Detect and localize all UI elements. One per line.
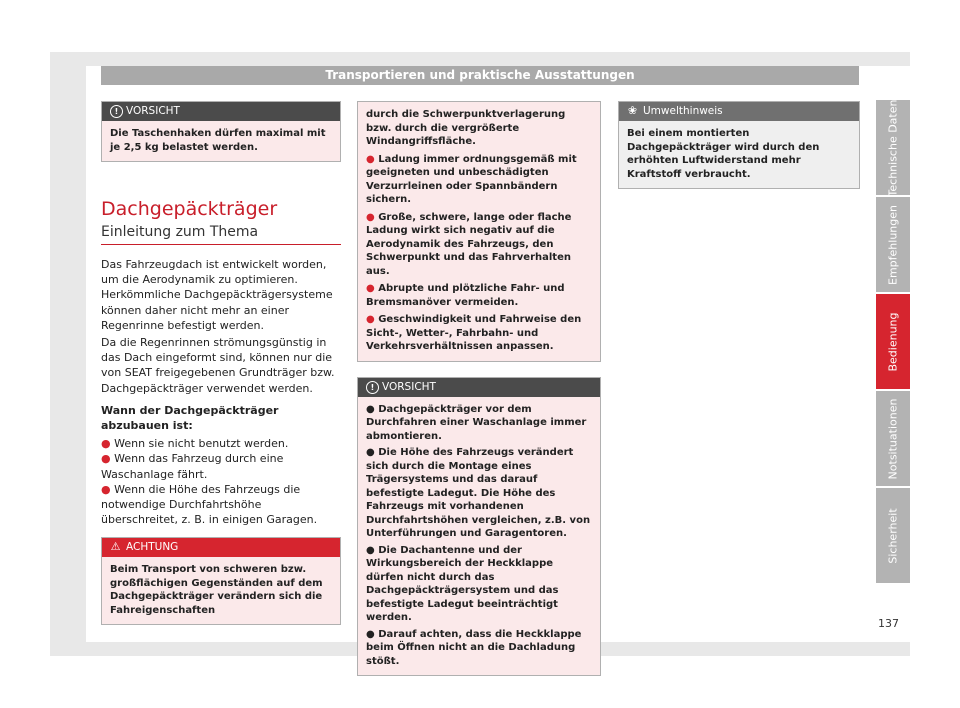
page-number: 137 xyxy=(878,617,899,630)
list-item: ● Große, schwere, lange oder flache Ladung wirkt sich negativ auf die Aerodynamik des Fahrzeugs, den Schwerpunkt und das Fahrverhalten aus. xyxy=(366,211,572,277)
vorsicht-header xyxy=(358,378,600,397)
tab-bedienung[interactable]: Bedienung xyxy=(876,294,910,389)
page-header: Transportieren und praktische Ausstattungen xyxy=(101,66,859,85)
vorsicht-label: VORSICHT xyxy=(126,105,180,117)
list-item: ● Die Dachantenne und der Wirkungsbereich der Heckklappe dürfen nicht durch das Dachgepäckträgersystem und das befestigte Ladegut beeinträchtigt werden. xyxy=(366,544,559,623)
umwelt-text: Bei einem montierten Dachgepäckträger wird durch den erhöhten Luftwiderstand mehr Kraftstoff verbraucht. xyxy=(619,121,859,188)
body-paragraph-2: Da die Regenrinnen strömungsgünstig in das Dach eingeformt sind, können nur die von SEAT freigegebenen Grundträger bzw. Dachgepäckträger verwendet werden. xyxy=(101,336,335,395)
umwelt-label: Umwelthinweis xyxy=(643,105,723,117)
tab-empfehlungen[interactable]: Empfehlungen xyxy=(876,197,910,292)
achtung-continued-intro: durch die Schwerpunktverlagerung bzw. durch die vergrößerte Windangriffsfläche. xyxy=(366,109,566,147)
tab-technische-daten[interactable]: Technische Daten xyxy=(876,100,910,195)
vorsicht-text: Die Taschenhaken dürfen maximal mit je 2,5 kg belastet werden. xyxy=(102,121,340,161)
list-item: ● Die Höhe des Fahrzeugs verändert sich durch die Montage eines Trägersystems und das darauf befestigte Ladegut. Die Höhe des Fahrzeugs mit vorhandenen Durchfahrtshöhen vergleichen, z.B. von Unterführungen und Garagentoren. xyxy=(366,447,591,539)
body-heading: Wann der Dachgepäckträger abzubauen ist: xyxy=(101,403,279,433)
achtung-text: Beim Transport von schweren bzw. großflächigen Gegenständen auf dem Dachgepäckträger verändern sich die Fahreigenschaften xyxy=(102,557,340,624)
vorsicht-box-1 xyxy=(101,101,341,162)
warning-circle-icon: ! xyxy=(110,105,123,118)
section-title: Dachgepäckträger xyxy=(101,198,278,220)
umwelt-box xyxy=(618,101,860,189)
list-item: ● Darauf achten, dass die Heckklappe beim Öffnen nicht an die Dachladung stößt. xyxy=(366,628,582,667)
warning-circle-icon: ! xyxy=(366,381,379,394)
list-item: ● Abrupte und plötzliche Fahr- und Bremsmanöver vermeiden. xyxy=(366,283,565,308)
tab-sicherheit[interactable]: Sicherheit xyxy=(876,488,910,583)
vorsicht-box-2 xyxy=(357,377,601,677)
column-right xyxy=(618,101,860,189)
vorsicht-label: VORSICHT xyxy=(382,380,436,393)
list-item: ● Dachgepäckträger vor dem Durchfahren einer Waschanlage immer abmontieren. xyxy=(366,403,587,442)
list-item: ● Wenn sie nicht benutzt werden. xyxy=(101,437,289,451)
vorsicht-header xyxy=(102,102,340,121)
tab-notsituationen[interactable]: Notsituationen xyxy=(876,391,910,486)
body-paragraph-1: Das Fahrzeugdach ist entwickelt worden, um die Aerodynamik zu optimieren. Herkömmliche Dachgepäckträgersysteme können daher nicht mehr an einer Regenrinne befestigt werden. xyxy=(101,258,333,332)
achtung-label: ACHTUNG xyxy=(126,541,179,554)
list-item: ● Ladung immer ordnungsgemäß mit geeigneten und unbeschädigten Verzurrleinen oder Spannbändern sichern. xyxy=(366,153,577,205)
list-item: ● Wenn die Höhe des Fahrzeugs die notwendige Durchfahrtshöhe überschreitet, z. B. in einigen Garagen. xyxy=(101,482,318,527)
column-left xyxy=(101,101,341,625)
achtung-continued-box xyxy=(357,101,601,362)
column-middle xyxy=(357,101,601,676)
section-subtitle: Einleitung zum Thema xyxy=(101,224,259,240)
umwelt-header xyxy=(619,102,859,121)
list-item: ● Wenn das Fahrzeug durch eine Waschanlage fährt. xyxy=(101,452,284,481)
warning-triangle-icon: ⚠ xyxy=(110,540,121,554)
leaf-icon: ❀ xyxy=(627,104,638,117)
achtung-header xyxy=(102,538,340,557)
achtung-box xyxy=(101,537,341,625)
list-item: ● Geschwindigkeit und Fahrweise den Sicht-, Wetter-, Fahrbahn- und Verkehrsverhältnissen anpassen. xyxy=(366,314,582,352)
